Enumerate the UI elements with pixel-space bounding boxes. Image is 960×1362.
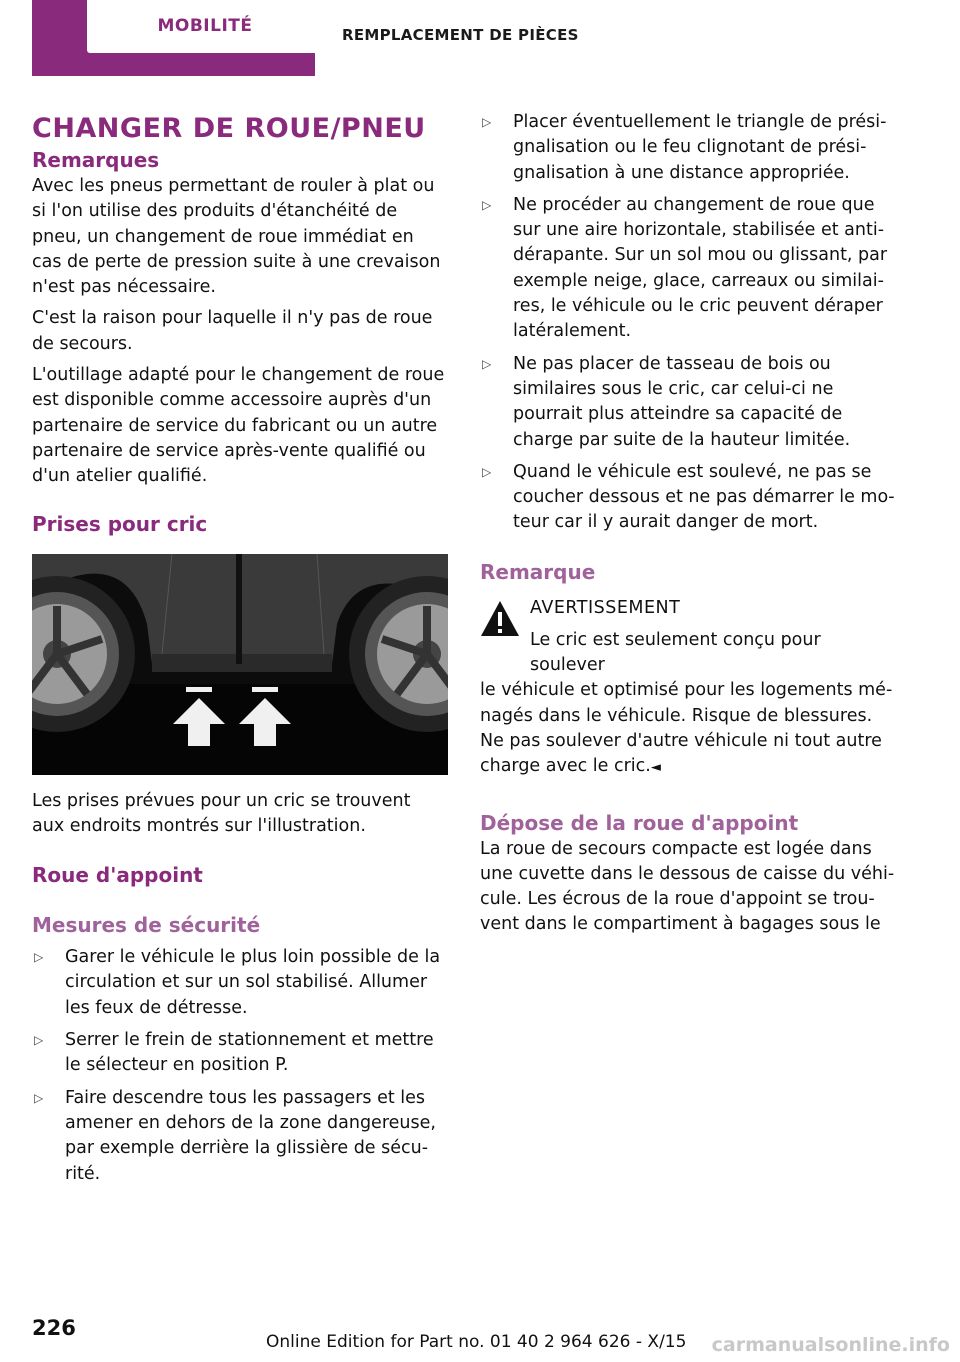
end-mark-icon: ◄	[650, 760, 661, 776]
header-section-tab	[32, 0, 315, 76]
list-item: ▷ Garer le véhicule le plus loin possible de la circulation et sur un sol stabilisé. Allumer les feux de détresse.	[34, 947, 441, 1018]
warning-triangle-icon	[480, 600, 520, 638]
safety-list-left	[32, 945, 448, 1187]
warning-text-rest: le véhicule et optimisé pour les logements ménagés dans le véhicule. Risque de blessures. Ne pas soulever d'autre véhicule ni tout autre charge avec le cric.	[480, 680, 893, 777]
spare-removal-heading: Dépose de la roue d'appoint	[480, 810, 799, 835]
safety-measures-heading: Mesures de sécurité	[32, 913, 261, 938]
remarks-paragraph-1: Avec les pneus permettant de rouler à plat ou si l'on utilise des produits d'étanchéité de pneu, un changement de roue immédiat en cas de perte de pression suite à une crevaison n'est pas nécessaire.	[32, 176, 441, 298]
triangle-bullet-icon: ▷	[482, 356, 492, 371]
list-item: ▷ Quand le véhicule est soulevé, ne pas se coucher dessous et ne pas démarrer le moteur car il y aurait danger de mort.	[482, 461, 895, 533]
spare-wheel-heading: Roue d'appoint	[32, 863, 203, 888]
page-title: CHANGER DE ROUE/PNEU	[32, 113, 426, 144]
header-chapter-label: REMPLACEMENT DE PIÈCES	[342, 26, 579, 44]
warning-box	[480, 596, 898, 781]
triangle-bullet-icon: ▷	[482, 464, 492, 479]
note-heading: Remarque	[480, 559, 596, 584]
jack-points-illustration	[32, 554, 448, 775]
remarks-paragraph-3: L'outillage adapté pour le changement de roue est disponible comme accessoire auprès d'un partenaire de service du fabricant ou un autre partenaire de service après-vente qualifié ou d'un atelier qualifié.	[32, 365, 445, 487]
spare-removal-text: La roue de secours compacte est logée dans une cuvette dans le dessous de caisse du véhicule. Les écrous de la roue d'appoint se trouvent dans le compartiment à bagages sous le	[480, 838, 895, 935]
jack-points-heading: Prises pour cric	[32, 511, 208, 536]
list-item: ▷ Placer éventuellement le triangle de présignalisation ou le feu clignotant de présignalisation à une distance appropriée.	[482, 112, 887, 183]
triangle-bullet-icon: ▷	[482, 115, 492, 129]
warning-text	[480, 628, 898, 781]
watermark: carmanualsonline.info	[711, 1334, 950, 1356]
warning-text-first-line: Le cric est seulement conçu pour soulever	[530, 629, 821, 676]
triangle-bullet-icon: ▷	[34, 950, 44, 965]
list-item: ▷ Serrer le frein de stationnement et mettre le sélecteur en position P.	[34, 1030, 434, 1076]
right-column	[480, 110, 898, 944]
jack-points-caption: Les prises prévues pour un cric se trouvent aux endroits montrés sur l'illustration.	[32, 790, 411, 836]
warning-title: AVERTISSEMENT	[530, 597, 681, 618]
list-item: ▷ Ne procéder au changement de roue que sur une aire horizontale, stabilisée et antidérapante. Sur un sol mou ou glissant, par exemple neige, glace, carreaux ou similaires, le véhicule ou le cric peuvent déraper latéralement.	[482, 194, 888, 342]
header-section-label: MOBILITÉ	[157, 16, 253, 36]
triangle-bullet-icon: ▷	[34, 1033, 44, 1048]
remarks-paragraph-2: C'est la raison pour laquelle il n'y pas de roue de secours.	[32, 308, 433, 354]
safety-list-right	[480, 110, 898, 536]
list-item: ▷ Ne pas placer de tasseau de bois ou similaires sous le cric, car celui-ci ne pourrait plus atteindre sa capacité de charge par suite de la hauteur limitée.	[482, 353, 851, 450]
edition-note: Online Edition for Part no. 01 40 2 964 626 - X/15	[266, 1332, 687, 1352]
remarks-heading: Remarques	[32, 148, 160, 172]
list-item: ▷ Faire descendre tous les passagers et les amener en dehors de la zone dangereuse, par exemple derrière la glissière de sécurité.	[34, 1087, 436, 1184]
triangle-bullet-icon: ▷	[34, 1090, 44, 1105]
triangle-bullet-icon: ▷	[482, 197, 492, 212]
left-column	[32, 110, 448, 1194]
page-number: 226	[32, 1316, 76, 1340]
